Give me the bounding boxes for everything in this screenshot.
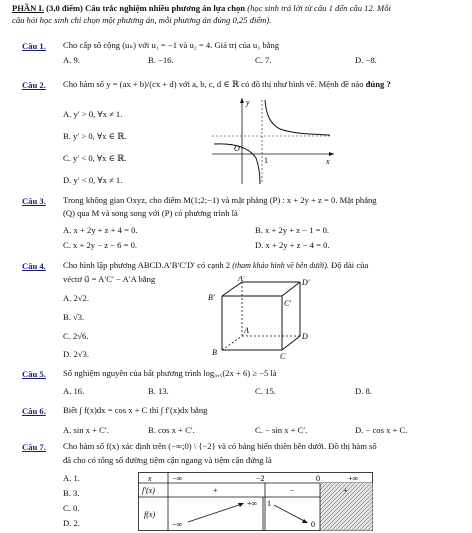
cube-label-c-prime: C′ [284, 299, 292, 308]
question-3-text: Trong không gian Oxyz, cho điểm M(1;2;−1) và mặt phẳng (P) : x + 2y + z = 0. Mặt phẳng [63, 195, 377, 205]
q6-option-a[interactable]: A. sin x + C′. [63, 425, 109, 435]
q7-option-a[interactable]: A. 1. [63, 473, 80, 483]
bbt-f-1: +∞ [247, 499, 258, 508]
question-2-number: Câu 2. [22, 80, 46, 90]
q3-option-c[interactable]: C. x + 2y − z − 6 = 0. [63, 240, 138, 250]
question-7-text-2: đã cho có tổng số đường tiệm cận ngang và tiệm cận đứng là [63, 455, 272, 465]
question-4-number: Câu 4. [22, 261, 46, 271]
header-note: (học sinh trả lời từ câu 1 đến câu 12. Mỗi [247, 3, 391, 13]
question-4-text-2: véctơ u⃗ = A′C′ − A′A bằng [63, 274, 156, 284]
q1-option-d[interactable]: D. −8. [355, 55, 377, 65]
variation-table [138, 472, 374, 532]
question-5-text: Số nghiệm nguyên của bất phương trình log₀,₅(2x + 6) ≥ −5 là [63, 368, 277, 378]
cube-label-b: B [212, 348, 217, 357]
graph-y-label: y [246, 98, 250, 107]
question-6-number: Câu 6. [22, 406, 46, 416]
bbt-f-2: 1 [267, 499, 271, 508]
cube-label-a-prime: A′ [238, 276, 245, 283]
q7-option-d[interactable]: D. 2. [63, 518, 80, 528]
cube-figure [200, 276, 320, 366]
q5-option-a[interactable]: A. 16. [63, 386, 85, 396]
graph-x-label: x [326, 157, 330, 166]
q3-option-d[interactable]: D. x + 2y + z − 4 = 0. [255, 240, 330, 250]
bbt-x-1: −2 [256, 474, 265, 483]
bbt-sign-1: − [290, 486, 295, 495]
bbt-f-3: 0 [311, 520, 315, 529]
q4-option-d[interactable]: D. 2√3. [63, 349, 89, 359]
score-text: (3,0 điểm) Câu trắc nghiệm nhiều phương án lựa chọn [46, 3, 246, 13]
q2-option-b[interactable]: B. y′ > 0, ∀x ∈ ℝ. [63, 131, 127, 141]
cube-label-d-prime: D′ [302, 278, 310, 287]
question-1-text: Cho cấp số cộng (uₙ) với u₁ = −1 và u₂ = 4. Giá trị của u₃ bằng [63, 40, 280, 50]
q6-option-d[interactable]: D. − cos x + C. [355, 425, 408, 435]
question-7-number: Câu 7. [22, 442, 46, 452]
question-6-text: Biết ∫ f(x)dx = cos x + C thì ∫ f′(x)dx bằng [63, 405, 208, 415]
bbt-x-label: x [148, 474, 152, 483]
cube-label-b-prime: B′ [208, 293, 215, 302]
q3-option-b[interactable]: B. x + 2y + z − 1 = 0. [255, 225, 330, 235]
function-graph [212, 96, 336, 186]
header [12, 4, 391, 14]
bbt-x-0: −∞ [172, 474, 183, 483]
question-2-text: Cho hàm số y = (ax + b)/(cx + d) với a, b, c, d ∈ ℝ có đồ thị như hình vẽ. Mệnh đề nào đúng ? [63, 79, 391, 89]
question-3-number: Câu 3. [22, 196, 46, 206]
question-4-text: Cho hình lập phương ABCD.A′B′C′D′ có cạnh 2 (tham khảo hình vẽ bên dưới). Độ dài của [63, 260, 369, 270]
graph-origin-label: O [234, 144, 240, 153]
q5-option-d[interactable]: D. 8. [355, 386, 372, 396]
q6-option-c[interactable]: C. − sin x + C′. [255, 425, 308, 435]
q1-option-c[interactable]: C. 7. [255, 55, 272, 65]
question-5-number: Câu 5. [22, 369, 46, 379]
bbt-x-2: 0 [316, 474, 320, 483]
q5-option-c[interactable]: C. 15. [255, 386, 276, 396]
question-7-text: Cho hàm số f(x) xác định trên (−∞;0) \ {−2} và có bảng biến thiên bên dưới. Đồ thị hàm số [63, 441, 377, 451]
q4-option-c[interactable]: C. 2√6. [63, 331, 89, 341]
q1-option-a[interactable]: A. 9. [63, 55, 80, 65]
question-3-text-2: (Q) qua M và song song với (P) có phương trình là [63, 208, 238, 218]
q2-option-a[interactable]: A. y′ > 0, ∀x ≠ 1. [63, 109, 123, 119]
q1-option-b[interactable]: B. −16. [148, 55, 174, 65]
bbt-sign-0: + [213, 486, 218, 495]
question-1-number: Câu 1. [22, 41, 46, 51]
q5-option-b[interactable]: B. 13. [148, 386, 169, 396]
cube-label-a: A [244, 326, 249, 335]
bbt-sign-2: + [343, 486, 348, 495]
q4-option-a[interactable]: A. 2√2. [63, 293, 89, 303]
cube-label-c: C [280, 352, 286, 361]
bbt-x-3: +∞ [348, 474, 359, 483]
cube-label-d: D [302, 332, 308, 341]
q2-option-d[interactable]: D. y′ < 0, ∀x ≠ 1. [63, 175, 123, 185]
bbt-f-label: f(x) [144, 510, 156, 519]
q4-option-b[interactable]: B. √3. [63, 312, 85, 322]
q7-option-b[interactable]: B. 3. [63, 488, 80, 498]
q2-option-c[interactable]: C. y′ < 0, ∀x ∈ ℝ. [63, 153, 127, 163]
q6-option-b[interactable]: B. cos x + C′. [148, 425, 195, 435]
graph-tick-label: 1 [264, 156, 268, 165]
q7-option-c[interactable]: C. 0. [63, 503, 80, 513]
header-note-2: câu hỏi học sinh chỉ chọn một phương án, mỗi phương án đúng 0,25 điểm). [12, 15, 272, 25]
q3-option-a[interactable]: A. x + 2y + z + 4 = 0. [63, 225, 138, 235]
bbt-fp-label: f′(x) [142, 486, 155, 495]
bbt-f-0: −∞ [172, 520, 183, 529]
part-label: PHẦN I. [12, 3, 44, 13]
